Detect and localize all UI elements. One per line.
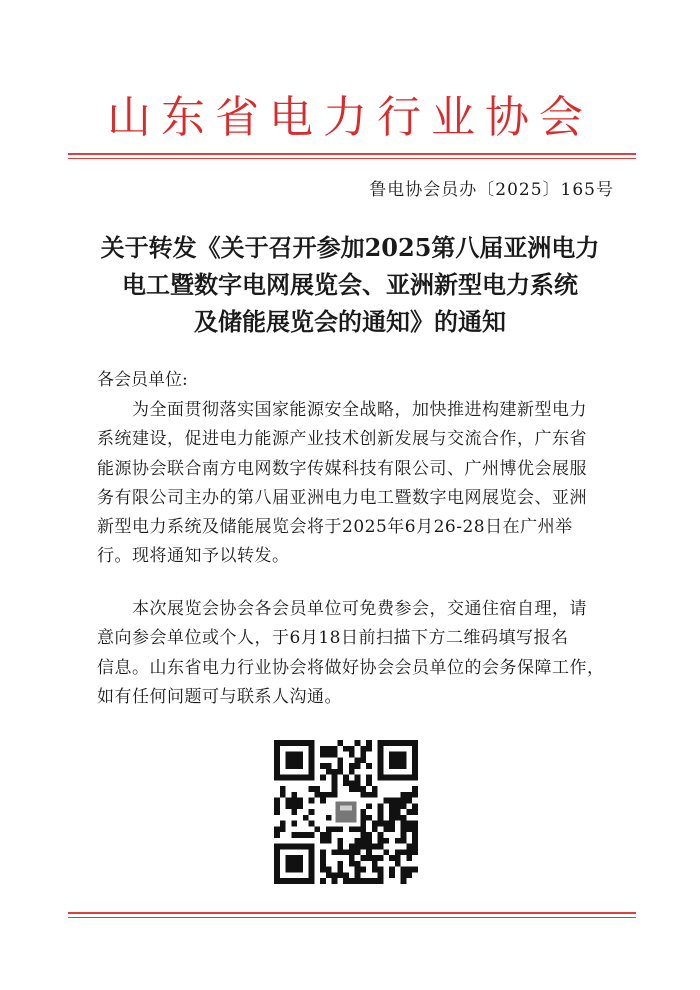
title-line-3: 及储能展览会的通知》的通知 xyxy=(194,307,506,336)
paragraph-2-line: 信息。山东省电力行业协会将做好协会会员单位的会务保障工作， xyxy=(97,657,605,678)
paragraph-1-line: 新型电力系统及储能展览会将于2025年6月26-28日在广州举 xyxy=(97,517,573,538)
footer-red-rule xyxy=(68,912,636,914)
header-red-rule-thin xyxy=(68,158,636,159)
paragraph-1-line: 能源协会联合南方电网数字传媒科技有限公司、广州博优会展服 xyxy=(97,458,587,479)
paragraph-2-line: 本次展览会协会各会员单位可免费参会，交通住宿自理，请 xyxy=(97,599,587,619)
salutation: 各会员单位: xyxy=(97,370,188,390)
paragraph-1 xyxy=(97,396,637,572)
org-title: 山东省电力行业协会 xyxy=(107,92,593,143)
document-title xyxy=(40,229,660,340)
paragraph-1-line: 务有限公司主办的第八届亚洲电力电工暨数字电网展览会、亚洲 xyxy=(97,487,587,508)
paragraph-1-line: 系统建设，促进电力能源产业技术创新发展与交流合作，广东省 xyxy=(97,429,587,450)
title-line-1: 关于转发《关于召开参加2025第八届亚洲电力 xyxy=(100,233,600,262)
paragraph-1-line: 为全面贯彻落实国家能源安全战略，加快推进构建新型电力 xyxy=(97,400,587,420)
paragraph-1-line: 行。现将通知予以转发。 xyxy=(97,546,290,567)
title-line-2: 电工暨数字电网展览会、亚洲新型电力系统 xyxy=(122,270,578,299)
paragraph-2-line: 意向参会单位或个人，于6月18日前扫描下方二维码填写报名 xyxy=(97,628,569,649)
header-red-rule xyxy=(68,153,636,155)
document-number: 鲁电协会员办〔2025〕165号 xyxy=(369,180,614,200)
qr-code-icon[interactable] xyxy=(274,740,418,884)
paragraph-2-line: 如有任何问题可与联系人沟通。 xyxy=(97,686,342,707)
paragraph-2 xyxy=(97,595,637,712)
footer-red-rule-thin xyxy=(68,917,636,918)
